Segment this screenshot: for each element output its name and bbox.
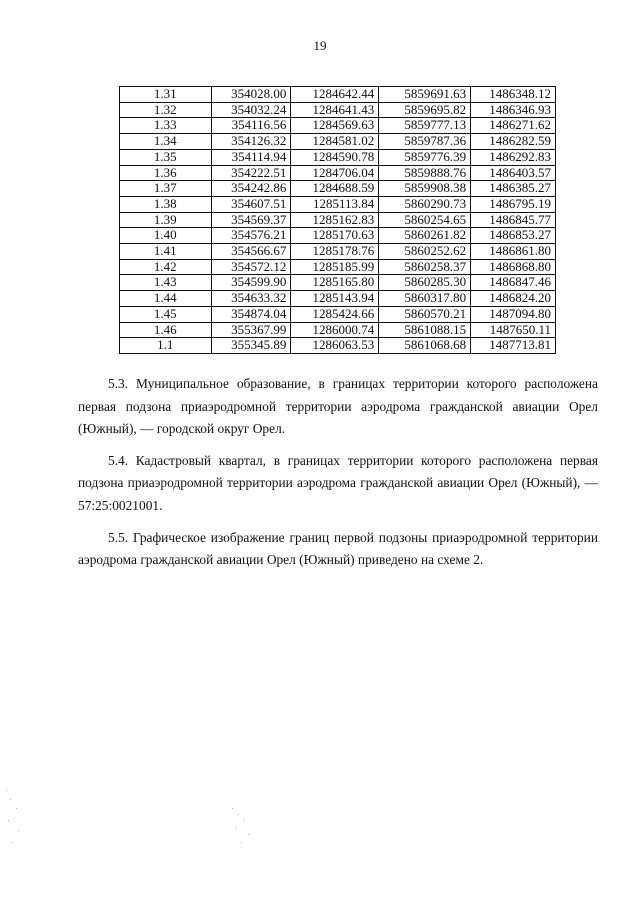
table-row [120, 244, 556, 260]
point-number-cell: 1.31 [120, 87, 212, 103]
table-row [120, 181, 556, 197]
point-number-cell: 1.39 [120, 212, 212, 228]
coordinate-cell: 1285165.80 [291, 275, 379, 291]
coordinate-cell: 1486845.77 [471, 212, 556, 228]
coordinate-cell: 1284569.63 [291, 118, 379, 134]
coordinate-cell: 354569.37 [211, 212, 291, 228]
table-row [120, 118, 556, 134]
point-number-cell: 1.46 [120, 322, 212, 338]
point-number-cell: 1.45 [120, 306, 212, 322]
point-number-cell: 1.44 [120, 291, 212, 307]
coordinate-cell: 5859908.38 [379, 181, 471, 197]
point-number-cell: 1.40 [120, 228, 212, 244]
coordinate-cell: 1487713.81 [471, 338, 556, 354]
table-row [120, 196, 556, 212]
coordinate-cell: 354599.90 [211, 275, 291, 291]
coordinate-cell: 1286063.53 [291, 338, 379, 354]
table-row [120, 259, 556, 275]
table-row [120, 338, 556, 354]
paragraph-5-5: 5.5. Графическое изображение границ первой подзоны приаэродромной территории аэродрома гражданской авиации Орел (Южный) приведено на схеме 2. [78, 529, 598, 568]
coordinate-cell: 1285185.99 [291, 259, 379, 275]
coordinate-cell: 355345.89 [211, 338, 291, 354]
table-row [120, 149, 556, 165]
table-row [120, 102, 556, 118]
coordinate-cell: 1486282.59 [471, 134, 556, 150]
table-row [120, 165, 556, 181]
coordinate-cell: 1284590.78 [291, 149, 379, 165]
coordinate-cell: 5859787.36 [379, 134, 471, 150]
coordinate-cell: 354566.67 [211, 244, 291, 260]
coordinate-cell: 1486795.19 [471, 196, 556, 212]
point-number-cell: 1.38 [120, 196, 212, 212]
coordinate-cell: 5860290.73 [379, 196, 471, 212]
coordinate-cell: 1486853.27 [471, 228, 556, 244]
coordinate-cell: 5860285.30 [379, 275, 471, 291]
coordinate-cell: 1486348.12 [471, 87, 556, 103]
table-row [120, 212, 556, 228]
table-row [120, 306, 556, 322]
point-number-cell: 1.34 [120, 134, 212, 150]
coordinate-cell: 354032.24 [211, 102, 291, 118]
table-row [120, 275, 556, 291]
paragraph-5-4: 5.4. Кадастровый квартал, в границах территории которого расположена первая подзона приаэродромной территории аэродрома гражданской авиации Орел (Южный), — 57:25:0021001. [78, 452, 598, 513]
coordinate-cell: 1487094.80 [471, 306, 556, 322]
point-number-cell: 1.41 [120, 244, 212, 260]
coordinate-cell: 1285424.66 [291, 306, 379, 322]
coordinate-cell: 354576.21 [211, 228, 291, 244]
coordinate-cell: 354607.51 [211, 196, 291, 212]
coordinate-cell: 354222.51 [211, 165, 291, 181]
coordinates-table [119, 86, 556, 354]
coordinate-cell: 1486403.57 [471, 165, 556, 181]
coordinate-cell: 1486824.20 [471, 291, 556, 307]
coordinate-cell: 1284641.43 [291, 102, 379, 118]
coordinate-cell: 5860258.37 [379, 259, 471, 275]
table-row [120, 134, 556, 150]
point-number-cell: 1.32 [120, 102, 212, 118]
coordinate-cell: 1285178.76 [291, 244, 379, 260]
coordinate-cell: 354116.56 [211, 118, 291, 134]
coordinate-cell: 1486847.46 [471, 275, 556, 291]
coordinate-cell: 354028.00 [211, 87, 291, 103]
coordinate-cell: 5861068.68 [379, 338, 471, 354]
coordinate-cell: 1285162.83 [291, 212, 379, 228]
coordinate-cell: 5859695.82 [379, 102, 471, 118]
coordinate-cell: 355367.99 [211, 322, 291, 338]
coordinate-cell: 5859691.63 [379, 87, 471, 103]
coordinate-cell: 354126.32 [211, 134, 291, 150]
coordinate-cell: 5859776.39 [379, 149, 471, 165]
coordinate-cell: 1486868.80 [471, 259, 556, 275]
coordinate-cell: 354572.12 [211, 259, 291, 275]
coordinate-cell: 354874.04 [211, 306, 291, 322]
point-number-cell: 1.1 [120, 338, 212, 354]
table-row [120, 87, 556, 103]
point-number-cell: 1.42 [120, 259, 212, 275]
coordinate-cell: 1487650.11 [471, 322, 556, 338]
coordinate-cell: 5859888.76 [379, 165, 471, 181]
coordinate-cell: 1486346.93 [471, 102, 556, 118]
coordinate-cell: 1286000.74 [291, 322, 379, 338]
table-row [120, 322, 556, 338]
point-number-cell: 1.33 [120, 118, 212, 134]
point-number-cell: 1.35 [120, 149, 212, 165]
coordinate-cell: 5860570.21 [379, 306, 471, 322]
table-row [120, 228, 556, 244]
coordinate-cell: 354633.32 [211, 291, 291, 307]
coordinate-cell: 5859777.13 [379, 118, 471, 134]
coordinate-cell: 1284706.04 [291, 165, 379, 181]
paragraph-5-3: 5.3. Муниципальное образование, в границах территории которого расположена первая подзона приаэродромной территории аэродрома гражданской авиации Орел (Южный), — городской округ Орел. [78, 376, 598, 437]
coordinate-cell: 1486292.83 [471, 149, 556, 165]
coordinate-cell: 1285143.94 [291, 291, 379, 307]
coordinate-cell: 1284581.02 [291, 134, 379, 150]
coordinate-cell: 1284642.44 [291, 87, 379, 103]
table-row [120, 291, 556, 307]
coordinate-cell: 1285113.84 [291, 196, 379, 212]
page-number: 19 [313, 38, 327, 53]
coordinate-cell: 1486861.80 [471, 244, 556, 260]
point-number-cell: 1.37 [120, 181, 212, 197]
coordinate-cell: 5860317.80 [379, 291, 471, 307]
point-number-cell: 1.36 [120, 165, 212, 181]
coordinate-cell: 5860252.62 [379, 244, 471, 260]
coordinate-cell: 354114.94 [211, 149, 291, 165]
coordinate-cell: 5860254.65 [379, 212, 471, 228]
coordinate-cell: 1486385.27 [471, 181, 556, 197]
coordinate-cell: 1285170.63 [291, 228, 379, 244]
coordinate-cell: 354242.86 [211, 181, 291, 197]
point-number-cell: 1.43 [120, 275, 212, 291]
coordinate-cell: 1486271.62 [471, 118, 556, 134]
coordinate-cell: 5861088.15 [379, 322, 471, 338]
body-text [78, 373, 598, 581]
coordinate-cell: 5860261.82 [379, 228, 471, 244]
coordinate-cell: 1284688.59 [291, 181, 379, 197]
